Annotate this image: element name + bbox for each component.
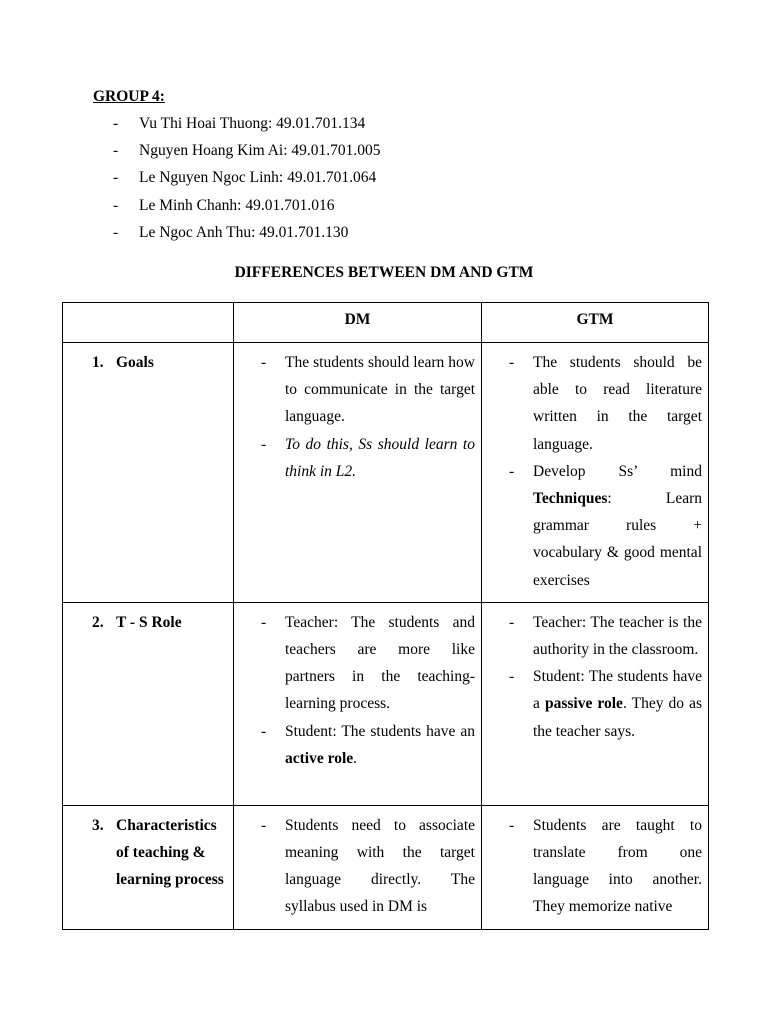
document-title: DIFFERENCES BETWEEN DM AND GTM bbox=[234, 264, 534, 281]
header-empty bbox=[63, 303, 234, 343]
header-gtm: GTM bbox=[482, 303, 709, 343]
cell-text-part: . bbox=[353, 749, 358, 767]
cell-text-part: . They do as the teacher says. bbox=[533, 695, 702, 740]
cell-text bbox=[533, 663, 702, 745]
list-item bbox=[261, 349, 475, 431]
gtm-cell bbox=[482, 343, 709, 603]
cell-text-bold: active role bbox=[285, 749, 354, 767]
member-list bbox=[113, 115, 381, 251]
bullet-dash: - bbox=[261, 354, 267, 371]
table-row bbox=[63, 805, 709, 929]
row-label-cell bbox=[63, 343, 234, 603]
row-label: T - S Role bbox=[116, 613, 182, 631]
row-label-cell bbox=[63, 805, 234, 929]
bullet-dash: - bbox=[261, 435, 267, 453]
bullet-dash: - bbox=[509, 354, 515, 371]
bullet-dash: - bbox=[113, 223, 119, 241]
list-item bbox=[261, 812, 475, 921]
list-item bbox=[113, 197, 381, 224]
row-number: 3. bbox=[92, 816, 104, 834]
cell-text-part: Develop Ss’ mind bbox=[533, 462, 702, 480]
table-row bbox=[63, 602, 709, 805]
cell-text bbox=[533, 458, 702, 594]
list-item bbox=[509, 812, 702, 921]
list-item bbox=[509, 458, 702, 594]
dm-cell bbox=[234, 805, 482, 929]
bullet-dash: - bbox=[261, 816, 267, 834]
bullet-dash: - bbox=[113, 115, 119, 132]
member-name: Vu Thi Hoai Thuong: 49.01.701.134 bbox=[139, 115, 366, 132]
list-item bbox=[509, 609, 702, 663]
list-item bbox=[113, 224, 381, 251]
list-item bbox=[509, 349, 702, 458]
cell-text: The students should learn how to communicate in the target language. bbox=[285, 354, 475, 426]
bullet-dash: - bbox=[261, 613, 267, 631]
bullet-dash: - bbox=[509, 462, 515, 480]
group-title: GROUP 4: bbox=[93, 88, 165, 105]
member-name: Le Nguyen Ngoc Linh: 49.01.701.064 bbox=[139, 169, 377, 187]
list-item bbox=[261, 431, 475, 485]
cell-text: Teacher: The teacher is the authority in the classroom. bbox=[533, 613, 702, 659]
list-item bbox=[509, 663, 702, 745]
cell-text: Students are taught to translate from one language into another. They memorize native bbox=[533, 816, 702, 916]
row-number: 1. bbox=[92, 354, 104, 371]
list-item bbox=[261, 718, 475, 772]
cell-text: Students need to associate meaning with the target language directly. The syllabus used in DM is bbox=[285, 816, 475, 916]
cell-text: To do this, Ss should learn to think in L2. bbox=[285, 435, 475, 480]
bullet-dash: - bbox=[113, 142, 119, 160]
member-name: Nguyen Hoang Kim Ai: 49.01.701.005 bbox=[139, 142, 381, 160]
row-number: 2. bbox=[92, 613, 104, 631]
table-row bbox=[63, 343, 709, 603]
list-item bbox=[261, 609, 475, 718]
cell-text-bold: passive role bbox=[544, 695, 623, 713]
dm-cell bbox=[234, 602, 482, 805]
list-item bbox=[113, 115, 381, 142]
bullet-dash: - bbox=[113, 196, 119, 214]
row-label-cell bbox=[63, 602, 234, 805]
bullet-dash: - bbox=[509, 668, 515, 686]
cell-text bbox=[285, 718, 475, 772]
table-header-row bbox=[63, 303, 709, 343]
header-dm: DM bbox=[234, 303, 482, 343]
bullet-dash: - bbox=[509, 613, 515, 631]
bullet-dash: - bbox=[509, 816, 515, 834]
cell-text: The students should be able to read literature written in the target language. bbox=[533, 354, 702, 453]
bullet-dash: - bbox=[261, 722, 267, 740]
dm-cell bbox=[234, 343, 482, 603]
cell-text-part: Student: The students have an bbox=[285, 722, 475, 740]
member-name: Le Minh Chanh: 49.01.701.016 bbox=[139, 196, 335, 214]
cell-text-bold: Techniques bbox=[533, 490, 608, 508]
row-label: Goals bbox=[116, 354, 154, 371]
row-label: Characteristics of teaching & learning process bbox=[116, 816, 224, 889]
cell-text: Teacher: The students and teachers are more like partners in the teaching-learning process. bbox=[285, 613, 475, 713]
gtm-cell bbox=[482, 602, 709, 805]
differences-table bbox=[62, 302, 709, 930]
bullet-dash: - bbox=[113, 169, 119, 187]
cell-text-part: : Learn grammar rules + vocabulary & good mental exercises bbox=[533, 490, 702, 589]
gtm-cell bbox=[482, 805, 709, 929]
list-item bbox=[113, 142, 381, 169]
cell-text-part: Student: The students have a bbox=[533, 668, 702, 713]
member-name: Le Ngoc Anh Thu: 49.01.701.130 bbox=[139, 223, 349, 241]
list-item bbox=[113, 169, 381, 196]
